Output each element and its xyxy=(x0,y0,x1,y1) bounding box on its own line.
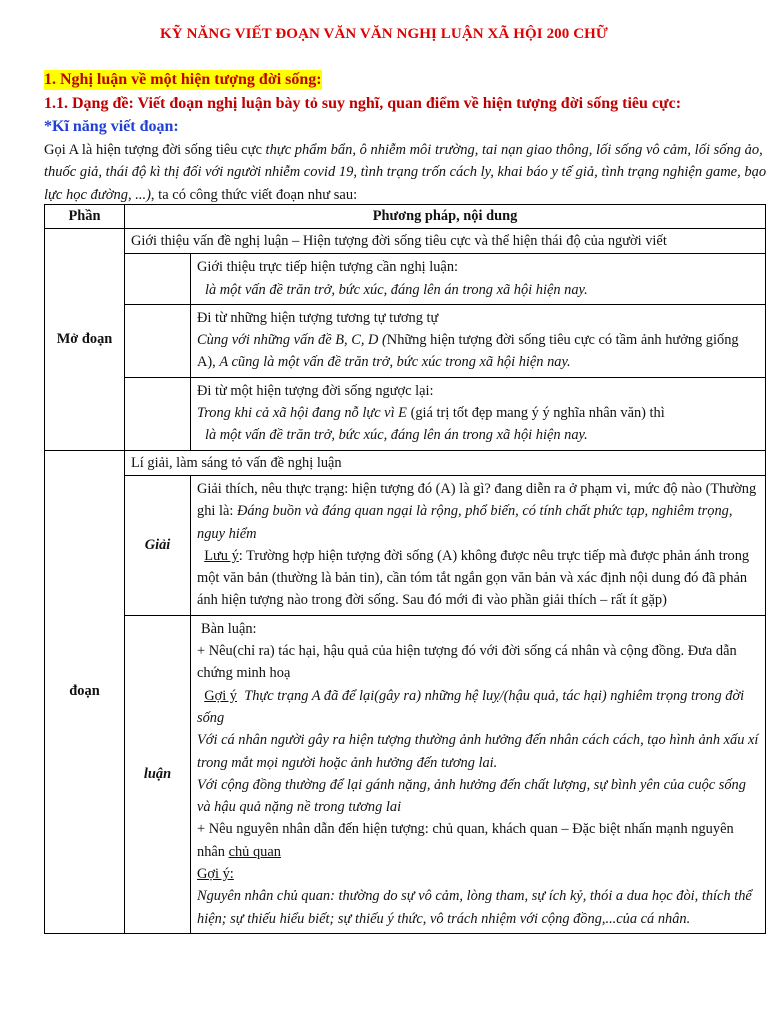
giai-p1-b: Đáng buồn và đáng quan ngại là rộng, phổ biến, có tính chất phức tạp, nghiêm trọng, nguy hiểm xyxy=(197,503,733,542)
table-row xyxy=(45,475,766,615)
intro-examples: thực phẩm bẩn, ô nhiễm môi trường, tai nạn giao thông, lối sống vô cảm, lối sống ảo, thuốc giả, thái độ kì thị đối với người nhiễm covid 19, tình trạng trốn cách ly, khai báo y tế giả, tình trạng nghiện game, bạo lực học đường, ...) xyxy=(44,142,767,203)
note-label: Lưu ý xyxy=(204,547,239,564)
luan-community: Với cộng đồng thường để lại gánh nặng, ảnh hưởng đến chất lượng, sự bình yên của cuộc sống và hậu quả nặng nề trong tương lai xyxy=(197,776,746,816)
mo-doan-way-2 xyxy=(191,304,766,377)
luan-causes xyxy=(197,818,759,863)
way2-line2 xyxy=(197,332,739,370)
way1-line1: Giới thiệu trực tiếp hiện tượng cần nghị luận: xyxy=(197,259,459,276)
mo-doan-way-1 xyxy=(191,254,766,305)
table-row xyxy=(45,304,766,377)
hint-label: Gợi ý xyxy=(204,687,237,704)
mo-doan-way-3 xyxy=(191,377,766,450)
sub-label-giai: Giải xyxy=(125,475,191,615)
way2-line2-a: Cùng với những vấn đề B, C, D ( xyxy=(197,332,387,349)
mo-doan-intro: Giới thiệu vấn đề nghị luận – Hiện tượng đời sống tiêu cực và thể hiện thái độ của người viết xyxy=(125,229,766,254)
table-row xyxy=(45,229,766,254)
way1-line2: là một vấn đề trăn trở, bức xúc, đáng lên án trong xã hội hiện nay. xyxy=(205,281,588,298)
table-row xyxy=(45,377,766,450)
luan-hint xyxy=(197,685,759,730)
table-header-row xyxy=(45,205,766,229)
giai-p1-a: Giải thích, nêu thực trạng: hiện tượng đó (A) là gì? đang diễn ra ở phạm vi, mức độ nào (Thường ghi là: xyxy=(197,480,757,520)
luan-heading: Bàn luận: xyxy=(201,620,257,637)
part-label-mo-doan: Mở đoạn xyxy=(45,229,125,451)
table-row xyxy=(45,450,766,475)
table-row xyxy=(45,254,766,305)
giai-note xyxy=(197,545,759,612)
header-part: Phần xyxy=(45,205,125,229)
hint2-label: Gợi ý: xyxy=(197,866,234,883)
empty-cell xyxy=(125,304,191,377)
causes-a: + Nêu nguyên nhân dẫn đến hiện tượng: chủ quan, khách quan – Đặc biệt nhấn mạnh nguyên nhân xyxy=(197,821,734,860)
way2-line1: Đi từ những hiện tượng tương tự tương tự xyxy=(197,309,439,326)
intro-paragraph xyxy=(44,139,768,206)
luan-harm: + Nêu(chỉ ra) tác hại, hậu quả của hiện tượng đó với đời sống cá nhân và cộng đồng. Đưa dẫn chứng minh hoạ xyxy=(197,643,737,682)
way2-line2-b: Những hiện tượng đời sống tiêu cực có tầm ảnh hưởng giống A), xyxy=(197,332,739,371)
page-title: KỸ NĂNG VIẾT ĐOẠN VĂN VĂN NGHỊ LUẬN XÃ HỘI 200 CHỮ xyxy=(160,26,608,42)
way3-line2-b: (giá trị tốt đẹp mang ý ý nghĩa nhân văn) thì xyxy=(410,405,665,422)
hint-text: Thực trạng A đã để lại(gây ra) những hệ luỵ/(hậu quả, tác hại) nghiêm trọng trong đời sống xyxy=(197,687,745,726)
luan-content xyxy=(191,615,766,933)
section-heading-1: 1. Nghị luận về một hiện tượng đời sống: xyxy=(44,71,322,88)
luan-individual: Với cá nhân người gây ra hiện tượng thường ảnh hưởng đến nhân cách cách, tạo hình ảnh xấu xí trong mắt mọi người hoặc ảnh hưởng đến tương lai. xyxy=(197,732,759,771)
giai-paragraph xyxy=(197,478,759,545)
intro-tail: , ta có công thức viết đoạn như sau: xyxy=(150,186,358,203)
way3-line2-a: Trong khi cả xã hội đang nỗ lực vì E xyxy=(197,405,411,422)
luan-subjective: Nguyên nhân chủ quan: thường do sự vô cảm, lòng tham, sự ích kỷ, thói a dua học đòi, thích thể hiện; sự thiếu hiểu biết; sự thiếu ý thức, vô trách nhiệm với cộng đồng,...của cá nhân. xyxy=(197,888,752,927)
method-table xyxy=(44,204,766,934)
table-row xyxy=(45,615,766,933)
way2-line2-c: A cũng là một vấn đề trăn trở, bức xúc trong xã hội hiện nay. xyxy=(219,354,571,371)
empty-cell xyxy=(125,377,191,450)
way3-line3: là một vấn đề trăn trở, bức xúc, đáng lên án trong xã hội hiện nay. xyxy=(205,427,588,444)
empty-cell xyxy=(125,254,191,305)
header-content: Phương pháp, nội dung xyxy=(125,205,766,229)
section-heading-1-1: 1.1. Dạng đề: Viết đoạn nghị luận bày tỏ suy nghĩ, quan điểm về hiện tượng đời sống tiêu cực: xyxy=(44,95,682,112)
part-label-than-doan: đoạn xyxy=(45,450,125,933)
causes-b: chủ quan xyxy=(228,843,281,860)
than-doan-intro: Lí giải, làm sáng tỏ vấn đề nghị luận xyxy=(125,450,766,475)
giai-content xyxy=(191,475,766,615)
note-text: : Trường hợp hiện tượng đời sống (A) không được nêu trực tiếp mà được phản ánh trong một văn bản (thường là bản tin), cần tóm tắt ngắn gọn văn bản và xác định nội dung đó đã phản ánh hiện tượng nào trong đời sống. Sau đó mới đi vào phần giải thích – rất ít gặp) xyxy=(197,547,750,609)
intro-lead: Gọi A là hiện tượng đời sống tiêu cực xyxy=(44,142,266,158)
sub-label-luan: luận xyxy=(125,615,191,933)
way3-line2 xyxy=(197,402,759,424)
way3-line1: Đi từ một hiện tượng đời sống ngược lại: xyxy=(197,382,434,399)
skill-heading: *Kĩ năng viết đoạn: xyxy=(44,118,179,135)
